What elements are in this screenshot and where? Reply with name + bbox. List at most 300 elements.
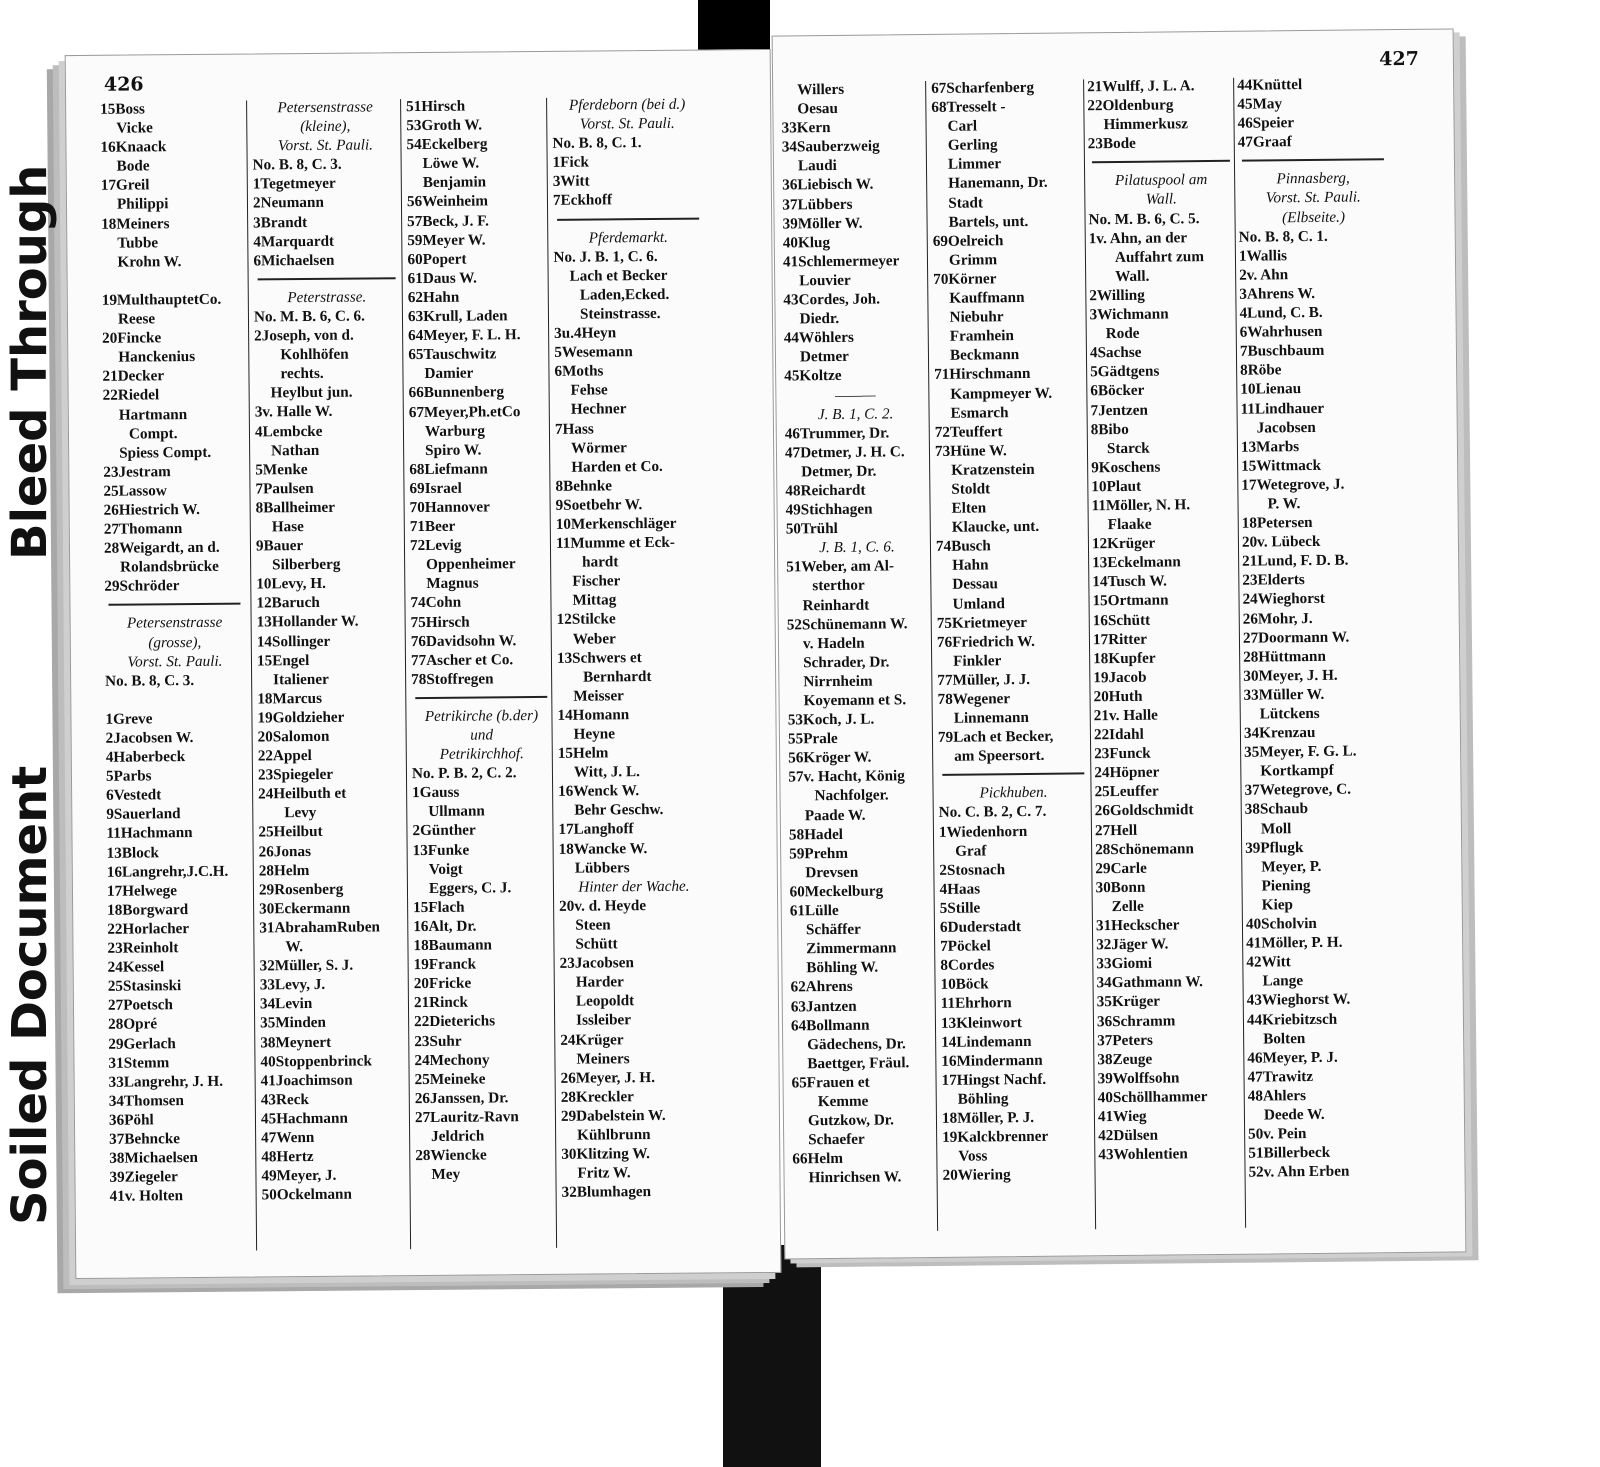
directory-entry: Hartmann: [118, 405, 188, 424]
directory-entry: 65Tauschwitz: [408, 345, 497, 364]
directory-entry: Hanckenius: [118, 348, 196, 366]
street-heading: Petersenstrasse: [277, 98, 373, 117]
directory-entry: Klaucke, unt.: [951, 517, 1040, 536]
directory-entry: Oesau: [797, 100, 838, 118]
directory-entry: 64Meyer, F. L. H.: [408, 326, 521, 345]
directory-entry: Dessau: [952, 575, 999, 594]
directory-entry: 7Jentzen: [1090, 401, 1149, 419]
section-rule: [415, 696, 547, 699]
directory-entry: Detmer: [799, 348, 849, 366]
directory-entry: 2Günther: [412, 822, 476, 840]
directory-entry: Kortkampf: [1260, 762, 1334, 780]
directory-entry: 79Lach et Becker,: [937, 727, 1054, 747]
directory-entry: 72Levig: [409, 536, 462, 555]
directory-entry: 4Haberbeck: [105, 748, 186, 766]
directory-entry: v. Hadeln: [802, 634, 865, 653]
directory-entry: 40Scholvin: [1245, 914, 1317, 933]
directory-entry: Lütckens: [1259, 704, 1320, 723]
directory-entry: 40Schöllhammer: [1097, 1087, 1208, 1107]
directory-entry: 70Hannover: [409, 498, 490, 517]
directory-entry: 25Heilbut: [258, 823, 323, 841]
directory-entry: 33Langrehr, J. H.: [108, 1072, 224, 1091]
directory-entry: 58Hadel: [788, 825, 844, 844]
directory-entry: Mittag: [572, 591, 617, 610]
directory-entry: 30Eckermann: [259, 899, 351, 918]
street-heading: Peterstrasse.: [287, 288, 367, 307]
directory-entry: 76Friedrich W.: [936, 632, 1035, 651]
directory-entry: Wall.: [1115, 267, 1150, 285]
directory-entry: Reinhardt: [802, 596, 870, 614]
directory-column: [781, 79, 935, 1188]
directory-entry: 22Horlacher: [107, 919, 190, 938]
section-rule: [942, 773, 1084, 776]
blank-line: [105, 689, 245, 709]
directory-entry: 13Marbs: [1240, 437, 1300, 456]
directory-entry: Bartels, unt.: [948, 212, 1029, 231]
directory-entry: 63Krull, Laden: [407, 307, 508, 326]
directory-entry: 15Ortmann: [1092, 591, 1169, 610]
directory-entry: Zelle: [1111, 897, 1144, 916]
directory-entry: 22Idahl: [1093, 725, 1144, 744]
directory-entry: 24Kessel: [107, 958, 165, 976]
directory-entry: No. M. B. 6, C. 6.: [253, 307, 365, 326]
directory-entry: No. C. B. 2, C. 7.: [938, 803, 1047, 822]
directory-entry: 48Hertz: [261, 1148, 314, 1166]
directory-entry: 24Höpner: [1094, 763, 1160, 782]
directory-entry: 23Jacobsen: [559, 954, 634, 972]
street-heading: (kleine),: [300, 117, 351, 136]
directory-entry: 48Ahlers: [1247, 1086, 1307, 1105]
directory-entry: Gädechens, Dr.: [807, 1034, 906, 1053]
directory-entry: 14Sollinger: [256, 632, 331, 650]
directory-entry: 16Alt, Dr.: [413, 917, 477, 936]
directory-entry: 10Plaut: [1091, 477, 1142, 496]
directory-entry: Linnemann: [953, 709, 1029, 727]
directory-entry: 33Kern: [781, 119, 831, 137]
directory-entry: 3Brandt: [253, 213, 308, 232]
directory-entry: 36Pöhl: [108, 1111, 154, 1129]
directory-entry: 12Baruch: [256, 594, 320, 612]
directory-entry: Harden et Co.: [571, 457, 663, 476]
directory-entry: Flaake: [1107, 515, 1152, 534]
directory-entry: No. M. B. 6, C. 5.: [1088, 209, 1200, 228]
street-heading: Pilatuspool am: [1114, 171, 1208, 190]
directory-entry: Carl: [947, 117, 978, 135]
directory-entry: 18Möller, P. J.: [941, 1108, 1035, 1127]
directory-entry: 35Minden: [260, 1014, 327, 1032]
directory-entry: 5Menke: [255, 460, 308, 479]
directory-entry: Lange: [1262, 972, 1304, 990]
directory-entry: 18Borgward: [107, 900, 189, 919]
directory-entry: 20v. Lübeck: [1241, 533, 1321, 551]
directory-entry: Limmer: [947, 155, 1002, 174]
section-rule: [108, 603, 240, 606]
directory-entry: Issleiber: [576, 1011, 632, 1030]
directory-entry: Kauffmann: [949, 289, 1025, 307]
directory-entry: Auffahrt zum: [1114, 247, 1205, 266]
directory-entry: 29Schröder: [104, 577, 180, 596]
directory-entry: 11Möller, N. H.: [1091, 496, 1191, 515]
directory-entry: 18Marcus: [257, 689, 323, 708]
directory-entry: 78Stoffregen: [411, 670, 494, 688]
directory-entry: 50v. Pein: [1248, 1125, 1307, 1143]
directory-entry: 21Rinck: [413, 993, 469, 1012]
section-rule: [1242, 159, 1384, 162]
directory-entry: 7Buschbaum: [1239, 342, 1325, 360]
directory-entry: 15Helm: [557, 744, 609, 762]
directory-entry: 46Meyer, P. J.: [1247, 1048, 1338, 1067]
right-page: [772, 28, 1467, 1259]
directory-entry: 10Böck: [940, 975, 989, 994]
directory-entry: 61Lülle: [789, 901, 839, 920]
directory-entry: 9Koschens: [1091, 458, 1161, 477]
directory-entry: 5Gädtgens: [1090, 362, 1160, 381]
directory-entry: 1v. Ahn, an der: [1088, 228, 1188, 247]
street-heading: und: [470, 726, 494, 744]
directory-entry: Himmerkusz: [1103, 115, 1189, 134]
directory-entry: 6Duderstadt: [939, 918, 1022, 936]
directory-entry: 70Körner: [933, 270, 997, 288]
directory-entry: 15Engel: [256, 651, 310, 670]
directory-entry: Jeldrich: [431, 1127, 485, 1145]
directory-entry: 55Prale: [787, 730, 838, 748]
directory-entry: 44Knüttel: [1237, 76, 1303, 94]
directory-entry: Meiners: [576, 1049, 630, 1068]
directory-entry: 37Lübbers: [782, 195, 853, 214]
directory-entry: 10Merkenschläger: [555, 514, 677, 533]
directory-entry: 35Meyer, F. G. L.: [1244, 742, 1357, 761]
directory-entry: 33Levy, J.: [259, 976, 326, 994]
directory-entry: No. B. 8, C. 3.: [252, 155, 342, 174]
street-heading: Vorst. St. Pauli.: [277, 136, 374, 155]
directory-entry: 4Sachse: [1089, 343, 1142, 362]
directory-entry: Esmarch: [950, 403, 1009, 422]
directory-entry: Drevsen: [805, 863, 859, 882]
directory-entry: 36Schramm: [1096, 1011, 1176, 1030]
directory-entry: 46Speier: [1237, 114, 1295, 132]
directory-entry: Schäffer: [805, 920, 861, 939]
directory-entry: 28Schönemann: [1095, 839, 1194, 858]
directory-entry: Fritz W.: [577, 1164, 631, 1182]
directory-entry: am Speersort.: [954, 747, 1045, 766]
directory-entry: 34Sauberzweig: [781, 137, 880, 156]
directory-entry: Piening: [1261, 876, 1311, 895]
directory-entry: Grimm: [948, 251, 998, 269]
directory-entry: 27Poetsch: [107, 996, 174, 1015]
directory-entry: Gutzkow, Dr.: [807, 1111, 894, 1130]
directory-entry: 27Thomann: [103, 520, 183, 538]
directory-entry: Hase: [271, 518, 304, 536]
directory-entry: 24Wieghorst: [1242, 590, 1326, 609]
directory-entry: 66Bunnenberg: [408, 383, 505, 402]
directory-entry: 20Fincke: [102, 329, 162, 347]
directory-entry: 31Stemm: [108, 1053, 170, 1072]
directory-entry: 39Pflugk: [1245, 838, 1304, 857]
directory-entry: 30Klitzing W.: [561, 1145, 650, 1163]
directory-entry: 42Dülsen: [1098, 1126, 1159, 1145]
directory-entry: P. W.: [1267, 495, 1301, 513]
directory-entry: Schaefer: [808, 1130, 865, 1149]
directory-entry: 23Elderts: [1242, 571, 1305, 590]
directory-entry: 34Levin: [259, 995, 313, 1013]
directory-entry: 29Rosenberg: [258, 880, 344, 899]
directory-entry: 14Lindemann: [941, 1032, 1032, 1051]
directory-entry: 31AbrahamRuben: [259, 918, 381, 937]
directory-entry: 23Spiegeler: [257, 765, 334, 784]
directory-entry: Mey: [431, 1165, 461, 1184]
directory-entry: Krohn W.: [117, 252, 182, 271]
directory-entry: Kiep: [1261, 896, 1294, 914]
directory-entry: 26Goldschmidt: [1094, 801, 1194, 820]
directory-entry: Voss: [958, 1147, 988, 1165]
directory-entry: 45Hachmann: [260, 1109, 348, 1128]
directory-entry: 29Gerlach: [108, 1034, 176, 1053]
directory-entry: 34Krenzau: [1243, 724, 1316, 742]
directory-entry: 76Davidsohn W.: [410, 631, 517, 650]
directory-entry: 22Appel: [257, 747, 312, 765]
directory-entry: 27Lauritz-Ravn: [414, 1108, 519, 1126]
street-heading: Petrikirchhof.: [439, 745, 524, 763]
directory-entry: 41Wieg: [1097, 1107, 1147, 1126]
directory-entry: 7Eckhoff: [552, 191, 613, 210]
binding-shadow-bottom: [723, 1245, 821, 1467]
directory-entry: 6Wahrhusen: [1239, 322, 1323, 341]
directory-entry: 69Oelreich: [932, 231, 1004, 250]
directory-entry: 50Ockelmann: [261, 1185, 352, 1204]
directory-entry: Jacobsen: [1256, 418, 1316, 437]
directory-entry: 22Dieterichs: [414, 1012, 496, 1031]
directory-entry: 3Ahrens W.: [1239, 284, 1316, 303]
directory-entry: 14Tusch W.: [1092, 572, 1168, 591]
directory-entry: Steen: [575, 916, 611, 934]
directory-entry: 60Popert: [407, 250, 467, 268]
directory-entry: Stoldt: [951, 480, 991, 498]
directory-entry: 25Meineke: [414, 1070, 486, 1088]
directory-entry: 37Peters: [1097, 1031, 1153, 1049]
directory-entry: Moll: [1260, 819, 1292, 838]
directory-entry: 38Michaelsen: [109, 1149, 198, 1167]
directory-entry: 48Reichardt: [785, 481, 866, 500]
directory-entry: 59Prehm: [789, 844, 849, 863]
directory-entry: 32Jäger W.: [1096, 935, 1169, 954]
directory-entry: 45Koltze: [784, 367, 842, 385]
directory-entry: Voigt: [428, 860, 463, 878]
directory-entry: sterthor: [812, 577, 865, 595]
directory-entry: 6Michaelsen: [253, 251, 335, 270]
directory-entry: 16Schütt: [1092, 611, 1151, 629]
directory-entry: 62Ahrens: [790, 978, 853, 996]
directory-entry: 14Homann: [557, 706, 630, 724]
directory-entry: 23Funck: [1094, 744, 1151, 763]
directory-entry: Paade W.: [804, 806, 866, 824]
directory-entry: 17Ritter: [1092, 630, 1148, 648]
directory-entry: 21Wulff, J. L. A.: [1087, 77, 1195, 96]
directory-entry: rechts.: [280, 365, 324, 383]
street-heading: Vorst. St. Pauli.: [579, 114, 675, 133]
directory-entry: 51Weber, am Al-: [786, 557, 895, 576]
directory-entry: 1Tegetmeyer: [252, 175, 336, 193]
directory-entry: 62Hahn: [407, 288, 460, 307]
directory-entry: Hinrichsen W.: [808, 1168, 902, 1187]
directory-entry: 8Cordes: [940, 956, 995, 975]
directory-entry: 49Meyer, J.: [261, 1166, 337, 1185]
directory-entry: Spiess Compt.: [119, 443, 212, 462]
directory-entry: 25Stasinski: [107, 977, 182, 995]
directory-entry: 23Reinholt: [107, 939, 179, 957]
street-heading: Vorst. St. Pauli.: [127, 652, 223, 671]
directory-entry: Silberberg: [272, 555, 341, 574]
street-heading: (grosse),: [148, 633, 202, 651]
directory-entry: 77Ascher et Co.: [410, 650, 514, 669]
street-heading: Pinnasberg,: [1276, 169, 1350, 188]
directory-entry: Heyne: [573, 725, 616, 743]
directory-entry: 19MulthauptetCo.: [101, 290, 222, 309]
street-heading: Vorst. St. Pauli.: [1265, 188, 1361, 207]
directory-entry: Finkler: [953, 652, 1002, 670]
directory-entry: 41v. Holten: [109, 1187, 184, 1206]
directory-entry: 49Stichhagen: [785, 500, 873, 519]
directory-entry: 71Beer: [409, 517, 456, 536]
directory-entry: 61Daus W.: [407, 269, 477, 287]
directory-entry: 37Wetegrove, C.: [1244, 780, 1352, 800]
directory-entry: Hahn: [952, 556, 989, 575]
directory-entry: 73Hüne W.: [934, 441, 1007, 460]
directory-entry: Gerling: [947, 136, 998, 155]
directory-entry: Philippi: [116, 195, 169, 214]
directory-entry: Deede W.: [1263, 1105, 1325, 1124]
directory-entry: 18Wancke W.: [558, 839, 648, 858]
directory-entry: 43Wieghorst W.: [1246, 991, 1351, 1010]
directory-entry: 19Franck: [413, 955, 477, 974]
directory-entry: Kemme: [817, 1092, 869, 1111]
directory-entry: 28Hüttmann: [1243, 647, 1326, 666]
directory-entry: 19Kalckbrenner: [942, 1127, 1049, 1146]
directory-entry: 12Krüger: [1091, 534, 1156, 553]
directory-entry: Rode: [1105, 324, 1140, 343]
directory-entry: 60Meckelburg: [789, 882, 884, 901]
directory-entry: Oppenheimer: [426, 555, 516, 574]
directory-entry: 21Lund, F. D. B.: [1242, 551, 1349, 570]
directory-entry: 2Neumann: [252, 194, 324, 212]
directory-entry: 57Beck, J. F.: [407, 211, 489, 230]
directory-entry: 28Weigardt, an d.: [103, 538, 220, 557]
directory-entry: 53Koch, J. L.: [787, 710, 875, 729]
directory-entry: Eggers, C. J.: [428, 878, 512, 897]
directory-entry: 2Joseph, von d.: [254, 326, 354, 345]
directory-entry: 19Goldzieher: [257, 708, 345, 727]
directory-entry: 63Jantzen: [790, 997, 857, 1015]
directory-entry: Kohlhöfen: [280, 345, 349, 364]
directory-entry: 52Schünemann W.: [786, 614, 908, 634]
directory-entry: No. J. B. 1, C. 6.: [553, 247, 658, 266]
directory-entry: 18Petersen: [1241, 514, 1313, 532]
directory-entry: 47Wenn: [261, 1128, 315, 1147]
directory-entry: Fischer: [572, 572, 621, 590]
directory-entry: 3u.4Heyn: [554, 324, 617, 342]
directory-entry: 7Hass: [554, 420, 594, 438]
directory-entry: 16Langrehr,J.C.H.: [106, 862, 229, 881]
directory-entry: 33Giomi: [1096, 954, 1153, 973]
directory-entry: 30Bonn: [1095, 878, 1146, 897]
directory-entry: 36Liebisch W.: [782, 176, 874, 194]
directory-entry: 68Liefmann: [409, 460, 488, 478]
directory-entry: 18Baumann: [413, 936, 493, 955]
directory-column: [552, 95, 712, 1203]
directory-entry: 26Janssen, Dr.: [414, 1089, 509, 1107]
directory-entry: 1Wiedenhorn: [938, 822, 1028, 841]
directory-entry: Laden,Ecked.: [579, 285, 670, 304]
directory-entry: 39Wolffsohn: [1097, 1069, 1180, 1088]
directory-entry: 11Mumme et Eck-: [555, 533, 675, 552]
directory-entry: 75Krietmeyer: [936, 613, 1028, 632]
directory-entry: hardt: [582, 553, 619, 571]
directory-entry: 17Greil: [100, 176, 150, 195]
directory-entry: 40Stoppenbrinck: [260, 1052, 372, 1071]
directory-entry: 28Kreckler: [560, 1087, 634, 1106]
directory-column: [406, 96, 555, 1184]
directory-entry: 18Kupfer: [1093, 649, 1156, 667]
directory-entry: Benjamin: [422, 173, 487, 192]
directory-entry: 74Cohn: [410, 594, 462, 612]
directory-entry: 32Müller, S. J.: [259, 956, 354, 975]
directory-entry: 8Ballheimer: [255, 498, 335, 517]
directory-entry: Tubbe: [117, 233, 159, 252]
directory-entry: Kampmeyer W.: [950, 384, 1053, 403]
directory-entry: 78Wegener: [937, 690, 1011, 708]
directory-entry: Harder: [575, 973, 624, 991]
directory-entry: 18Meiners: [101, 214, 170, 233]
directory-entry: 11Lindhauer: [1240, 399, 1325, 418]
directory-entry: Bode: [116, 157, 150, 175]
directory-entry: 6Vestedt: [106, 786, 162, 805]
street-heading: (Elbseite.): [1282, 208, 1346, 226]
directory-entry: 15Flach: [413, 898, 465, 916]
directory-entry: 8Behnke: [555, 477, 613, 495]
directory-entry: 21v. Halle: [1093, 706, 1158, 725]
directory-entry: 1Fick: [552, 153, 589, 172]
directory-entry: 41Joachimson: [260, 1071, 353, 1090]
directory-entry: 17Hingst Nachf.: [941, 1070, 1047, 1089]
directory-entry: No. P. B. 2, C. 2.: [411, 764, 517, 783]
directory-entry: 23Bode: [1087, 135, 1136, 153]
directory-entry: 69Israel: [409, 479, 462, 497]
directory-entry: Bernhardt: [583, 667, 652, 686]
directory-entry: 26Hiestrich W.: [103, 500, 200, 519]
directory-entry: 16Knaack: [100, 138, 167, 156]
directory-entry: Bolten: [1263, 1029, 1306, 1048]
directory-entry: 8Bibo: [1090, 420, 1129, 438]
directory-entry: Behr Geschw.: [574, 801, 664, 820]
directory-entry: 43Wohlentien: [1098, 1145, 1188, 1164]
directory-entry: Meisser: [573, 687, 624, 705]
directory-entry: Witt, J. L.: [573, 763, 640, 781]
directory-entry: 26Mohr, J.: [1242, 609, 1313, 628]
directory-entry: 27Doormann W.: [1242, 628, 1350, 647]
directory-entry: Wörmer: [571, 438, 627, 457]
directory-entry: 16Mindermann: [941, 1051, 1043, 1070]
street-heading: Hinter der Wache.: [578, 877, 690, 896]
directory-entry: No. B. 8, C. 3.: [105, 671, 195, 690]
directory-entry: 24Heilbuth et: [258, 784, 347, 803]
directory-entry: 39Möller W.: [782, 214, 863, 233]
directory-entry: 68Tresselt -: [931, 98, 1006, 117]
directory-entry: Graf: [955, 842, 987, 860]
directory-entry: 5Parbs: [105, 767, 152, 785]
directory-entry: 28Wiencke: [415, 1146, 487, 1165]
directory-entry: Framhein: [949, 327, 1014, 345]
directory-entry: 46Trummer, Dr.: [784, 424, 890, 443]
directory-entry: Diedr.: [799, 310, 840, 328]
